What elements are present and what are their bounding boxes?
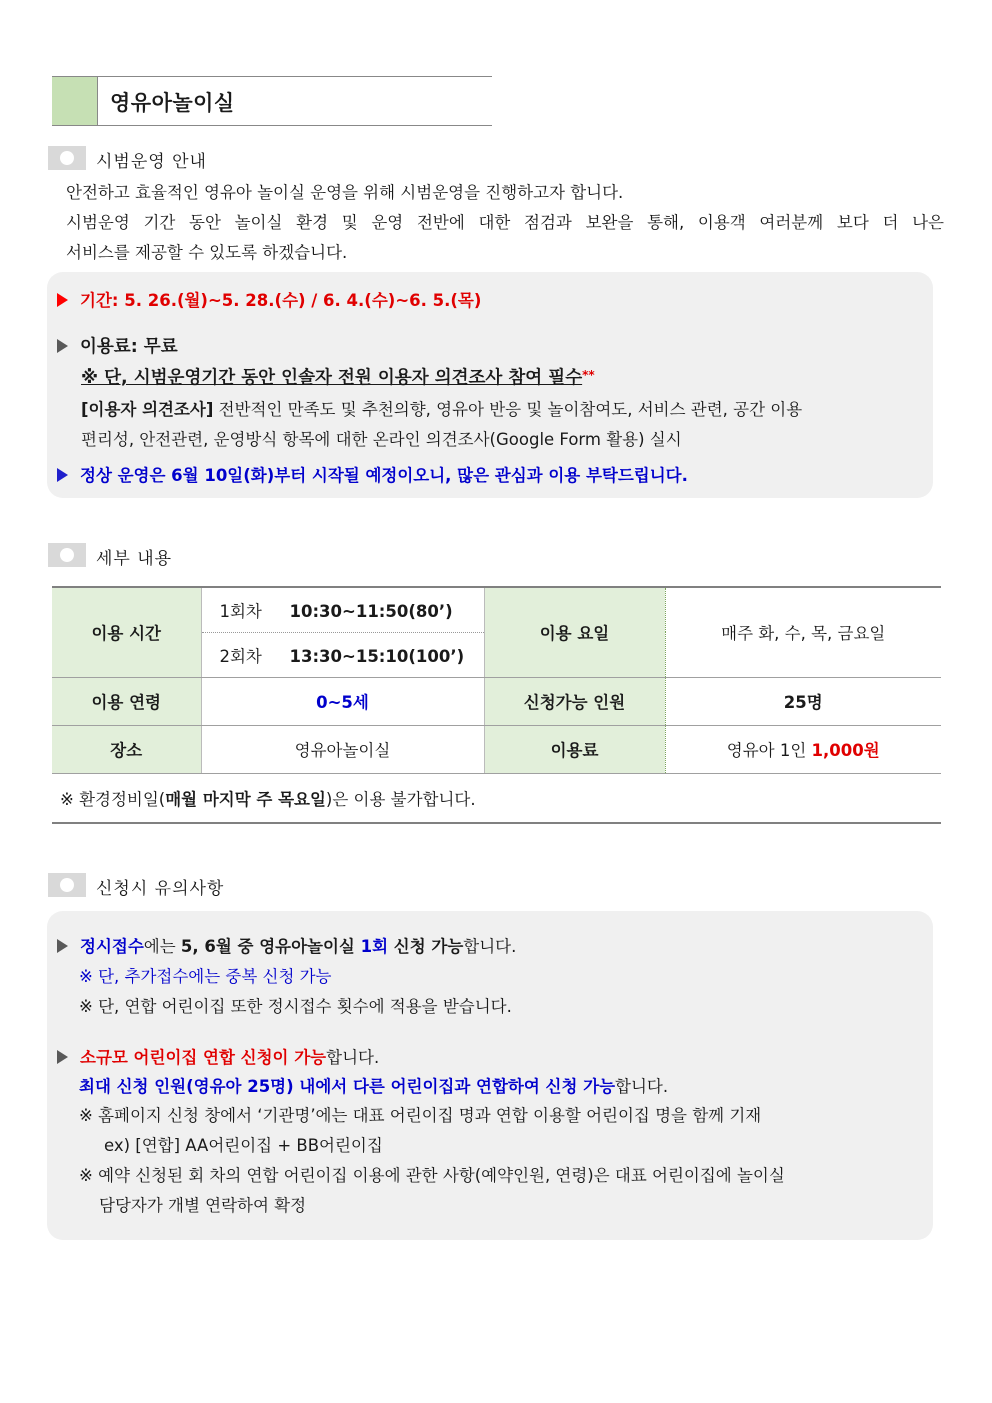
note-bold: 매월 마지막 주 목요일	[165, 790, 326, 809]
survey-required-text: ※ 단, 시범운영기간 동안 인솔자 전원 이용자 의견조사 참여 필수	[81, 368, 583, 388]
note-prefix: ※ 환경정비일(	[60, 790, 166, 809]
fee-text: 이용료: 무료	[80, 337, 178, 357]
c1-e: 신청 가능	[388, 937, 464, 956]
fee-line	[57, 333, 178, 358]
page-title: 영유아놀이실	[110, 91, 235, 115]
c2-line2a: 최대 신청 인원(영유아 25명) 내에서 다른 어린이집과 연합하여 신청 가능	[79, 1077, 616, 1096]
triangle-bullet-icon	[57, 468, 68, 482]
period-value: : 5. 26.(월)~5. 28.(수) / 6. 4.(수)~6. 5.(목)	[111, 291, 482, 310]
triangle-bullet-icon	[57, 1050, 68, 1064]
trial-info-box	[47, 272, 933, 498]
place-value: 영유아놀이실	[201, 725, 484, 773]
survey-required-line	[81, 364, 595, 389]
stars-mark: **	[582, 368, 595, 382]
age-value: 0~5세	[201, 677, 484, 725]
intro-paragraph	[66, 178, 944, 268]
survey-line-2: 편리성, 안전관련, 운영방식 항목에 대한 온라인 의견조사(Google Form 활용) 실시	[81, 430, 682, 449]
survey-tag: [이용자 의견조사]	[81, 400, 214, 419]
c2-b: 합니다.	[326, 1048, 380, 1067]
session-2-no: 2회차	[219, 646, 262, 666]
time-label: 이용 시간	[52, 587, 201, 677]
section-title: 신청시 유의사항	[96, 879, 225, 899]
maintenance-note	[52, 774, 941, 824]
session-2-time: 13:30~15:10(100’)	[289, 646, 465, 666]
caution-2-line	[57, 1044, 379, 1068]
circle-bullet-icon	[48, 873, 86, 897]
c1-a: 정시접수	[80, 937, 144, 956]
day-label: 이용 요일	[484, 587, 665, 677]
fee-cell	[665, 725, 941, 773]
section-title: 세부 내용	[96, 549, 173, 569]
caution-box	[47, 911, 933, 1240]
age-label: 이용 연령	[52, 677, 201, 725]
regular-operation-text: 정상 운영은 6월 10일(화)부터 시작될 예정이오니, 많은 관심과 이용 부탁드립니다.	[80, 466, 688, 485]
capacity-value: 25명	[665, 677, 941, 725]
detail-table	[52, 586, 941, 774]
triangle-bullet-icon	[57, 339, 68, 353]
caution-2-sub-3: ※ 예약 신청된 회 차의 연합 어린이집 이용에 관한 사항(예약인원, 연령)은 대표 어린이집에 놀이실	[79, 1166, 785, 1185]
note-suffix: )은 이용 불가합니다.	[325, 790, 476, 809]
period-line	[57, 287, 481, 311]
fee-prefix: 영유아 1인	[726, 741, 812, 760]
c2-line2b: 합니다.	[615, 1077, 669, 1096]
caution-2-sub-1: ※ 홈페이지 신청 창에서 ‘기관명’에는 대표 어린이집 명과 연합 이용할 어린이집 명을 함께 기재	[79, 1106, 762, 1125]
period-label: 기간	[80, 291, 112, 310]
c1-b: 에는	[143, 937, 181, 956]
caution-2-sub-4: 담당자가 개별 연락하여 확정	[99, 1196, 307, 1215]
circle-bullet-icon	[48, 543, 86, 567]
fee-value: 1,000원	[811, 741, 880, 760]
caution-2-line-2	[79, 1073, 668, 1097]
session-1-time: 10:30~11:50(80’)	[289, 601, 453, 621]
intro-line-3: 서비스를 제공할 수 있도록 하겠습니다.	[66, 243, 348, 262]
c2-a: 소규모 어린이집 연합 신청이 가능	[80, 1048, 327, 1067]
c1-f: 합니다.	[463, 937, 517, 956]
session-1-no: 1회차	[219, 601, 262, 621]
c1-c: 5, 6월 중 영유아놀이실	[180, 937, 361, 956]
caution-1-sub-2: ※ 단, 연합 어린이집 또한 정시접수 횟수에 적용을 받습니다.	[79, 997, 512, 1016]
capacity-label: 신청가능 인원	[484, 677, 665, 725]
title-accent-block	[52, 77, 98, 125]
circle-bullet-icon	[48, 146, 86, 170]
triangle-bullet-icon	[57, 939, 68, 953]
regular-operation-line	[57, 462, 688, 486]
title-bar	[52, 76, 492, 126]
c1-d: 1회	[360, 937, 389, 956]
intro-line-2: 시범운영 기간 동안 놀이실 환경 및 운영 전반에 대한 점검과 보완을 통해, 이용객 여러분께 보다 더 나은	[66, 213, 944, 232]
session-1	[201, 587, 484, 632]
day-value: 매주 화, 수, 목, 금요일	[665, 587, 941, 677]
caution-2-sub-2: ex) [연합] AA어린이집 + BB어린이집	[104, 1136, 383, 1155]
triangle-bullet-icon	[57, 293, 68, 307]
survey-desc-1: 전반적인 만족도 및 추천의향, 영유아 반응 및 놀이참여도, 서비스 관련, 공간 이용	[213, 400, 803, 419]
intro-line-1: 안전하고 효율적인 영유아 놀이실 운영을 위해 시범운영을 진행하고자 합니다.	[66, 183, 624, 202]
session-2	[201, 632, 484, 677]
caution-1-sub-1: ※ 단, 추가접수에는 중복 신청 가능	[79, 967, 332, 986]
caution-1-line	[57, 933, 516, 957]
survey-line-1	[81, 396, 802, 420]
fee-label: 이용료	[484, 725, 665, 773]
section-title: 시범운영 안내	[96, 152, 207, 172]
place-label: 장소	[52, 725, 201, 773]
